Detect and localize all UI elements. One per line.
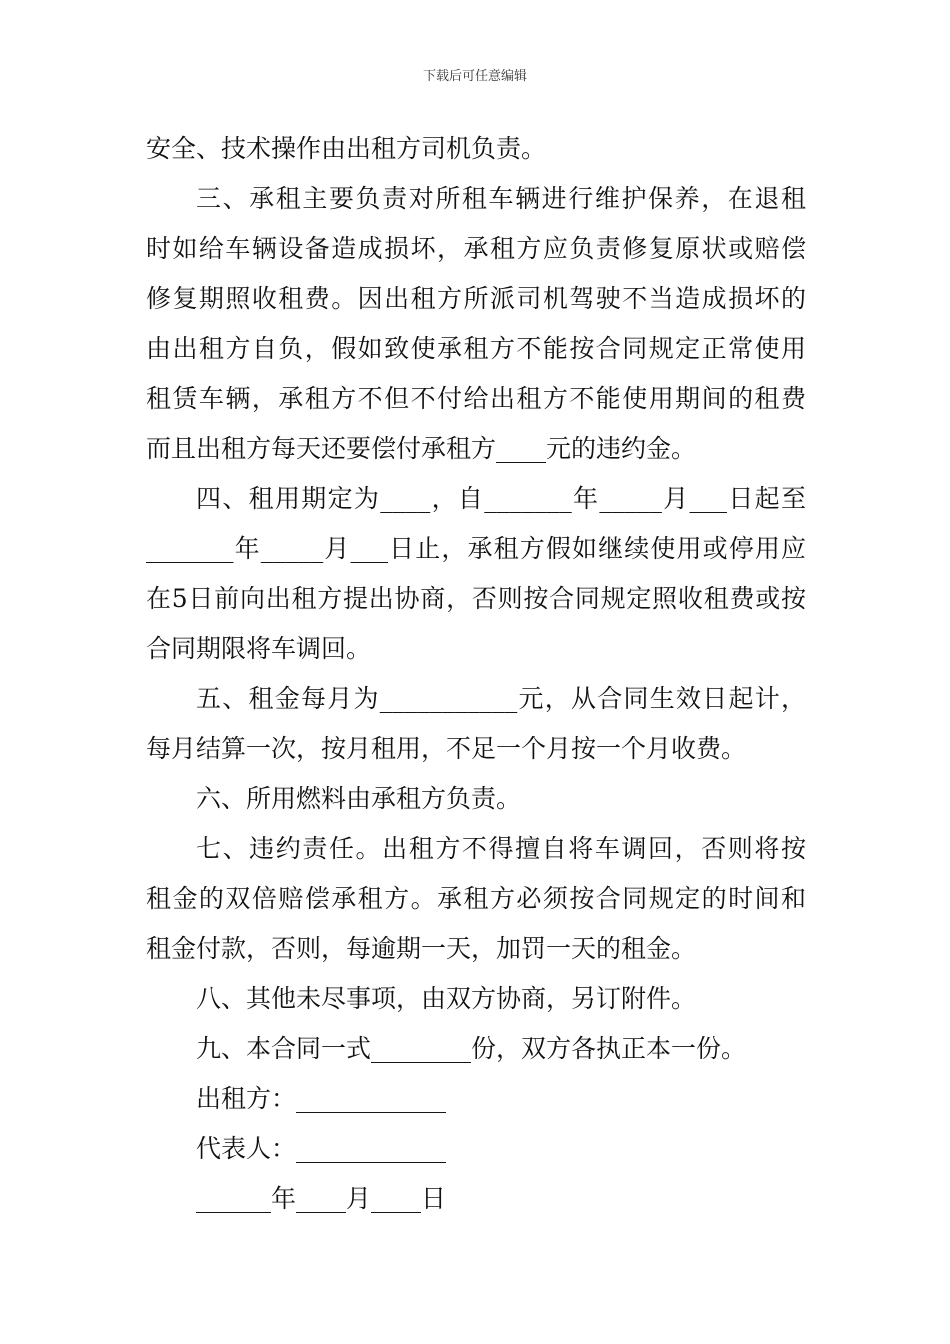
clause-3-line: 三、承租主要负责对所租车辆进行维护保养，在退租 [196, 184, 806, 213]
text-line: 时如给车辆设备造成损坏，承租方应负责修复原状或赔偿 [146, 234, 806, 263]
clause-9-line: 九、本合同一式________份，双方各执正本一份。 [196, 1034, 747, 1063]
text-line: 每月结算一次，按月租用，不足一个月按一个月收费。 [146, 734, 747, 763]
text-line: 安全、技术操作由出租方司机负责。 [146, 134, 547, 163]
text-line: 租金的双倍赔偿承租方。承租方必须按合同规定的时间和 [146, 884, 806, 913]
clause-8-line: 八、其他未尽事项，由双方协商，另订附件。 [196, 984, 697, 1013]
clause-6-line: 六、所用燃料由承租方负责。 [196, 784, 522, 813]
date-line: ______年____月____日 [196, 1184, 447, 1213]
text-line: 修复期照收租费。因出租方所派司机驾驶不当造成损坏的 [146, 284, 806, 313]
text-line: 租赁车辆，承租方不但不付给出租方不能使用期间的租费 [146, 384, 806, 413]
clause-5-line: 五、租金每月为___________元，从合同生效日起计， [196, 684, 806, 713]
text-line: _______年_____月___日止，承租方假如继续使用或停用应 [146, 534, 806, 563]
text-line: 在5日前向出租方提出协商，否则按合同规定照收租费或按 [146, 584, 806, 613]
clause-4-line: 四、租用期定为____，自_______年_____月___日起至 [196, 484, 806, 513]
text-line: 由出租方自负，假如致使承租方不能按合同规定正常使用 [146, 334, 806, 363]
text-line: 而且出租方每天还要偿付承租方____元的违约金。 [146, 434, 697, 463]
lessor-signature-line: 出租方：____________ [196, 1084, 447, 1113]
representative-signature-line: 代表人：____________ [196, 1134, 447, 1163]
text-line: 合同期限将车调回。 [146, 634, 372, 663]
text-line: 租金付款，否则，每逾期一天，加罚一天的租金。 [146, 934, 697, 963]
page-header: 下载后可任意编辑 [422, 69, 527, 84]
clause-7-line: 七、违约责任。出租方不得擅自将车调回，否则将按 [196, 834, 806, 863]
